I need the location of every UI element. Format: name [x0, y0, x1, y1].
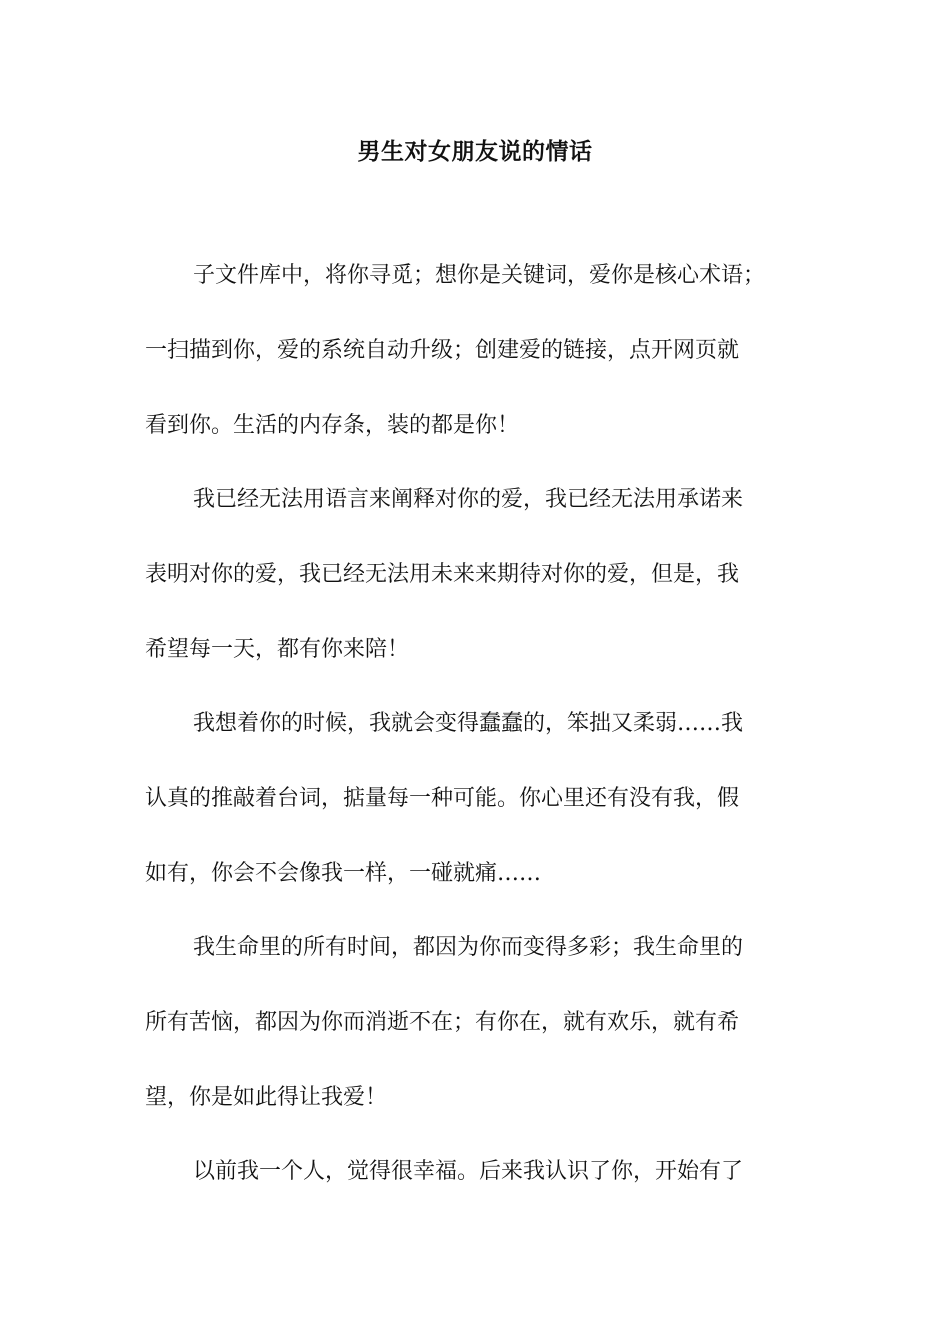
- paragraph-1-line-2: 一扫描到你，爱的系统自动升级；创建爱的链接，点开网页就: [145, 338, 740, 363]
- paragraph-4-line-1: 我生命里的所有时间，都因为你而变得多彩；我生命里的: [193, 935, 744, 960]
- paragraph-4-line-3: 望，你是如此得让我爱！: [145, 1085, 388, 1110]
- document-title: 男生对女朋友说的情话: [357, 138, 593, 165]
- paragraph-3-line-1: 我想着你的时候，我就会变得蠢蠢的，笨拙又柔弱……我: [193, 711, 744, 736]
- paragraph-3-line-3: 如有，你会不会像我一样，一碰就痛……: [145, 861, 542, 886]
- paragraph-1-line-3: 看到你。生活的内存条，装的都是你！: [145, 413, 520, 438]
- paragraph-1-line-1: 子文件库中，将你寻觅；想你是关键词，爱你是核心术语；: [193, 263, 766, 288]
- paragraph-2-line-2: 表明对你的爱，我已经无法用未来来期待对你的爱，但是，我: [145, 562, 740, 587]
- paragraph-3-line-2: 认真的推敲着台词，掂量每一种可能。你心里还有没有我，假: [145, 786, 740, 811]
- paragraph-5-line-1: 以前我一个人，觉得很幸福。后来我认识了你，开始有了: [193, 1159, 744, 1184]
- paragraph-2-line-3: 希望每一天，都有你来陪！: [145, 637, 410, 662]
- paragraph-2-line-1: 我已经无法用语言来阐释对你的爱，我已经无法用承诺来: [193, 487, 744, 512]
- paragraph-4-line-2: 所有苦恼，都因为你而消逝不在；有你在，就有欢乐，就有希: [145, 1010, 740, 1035]
